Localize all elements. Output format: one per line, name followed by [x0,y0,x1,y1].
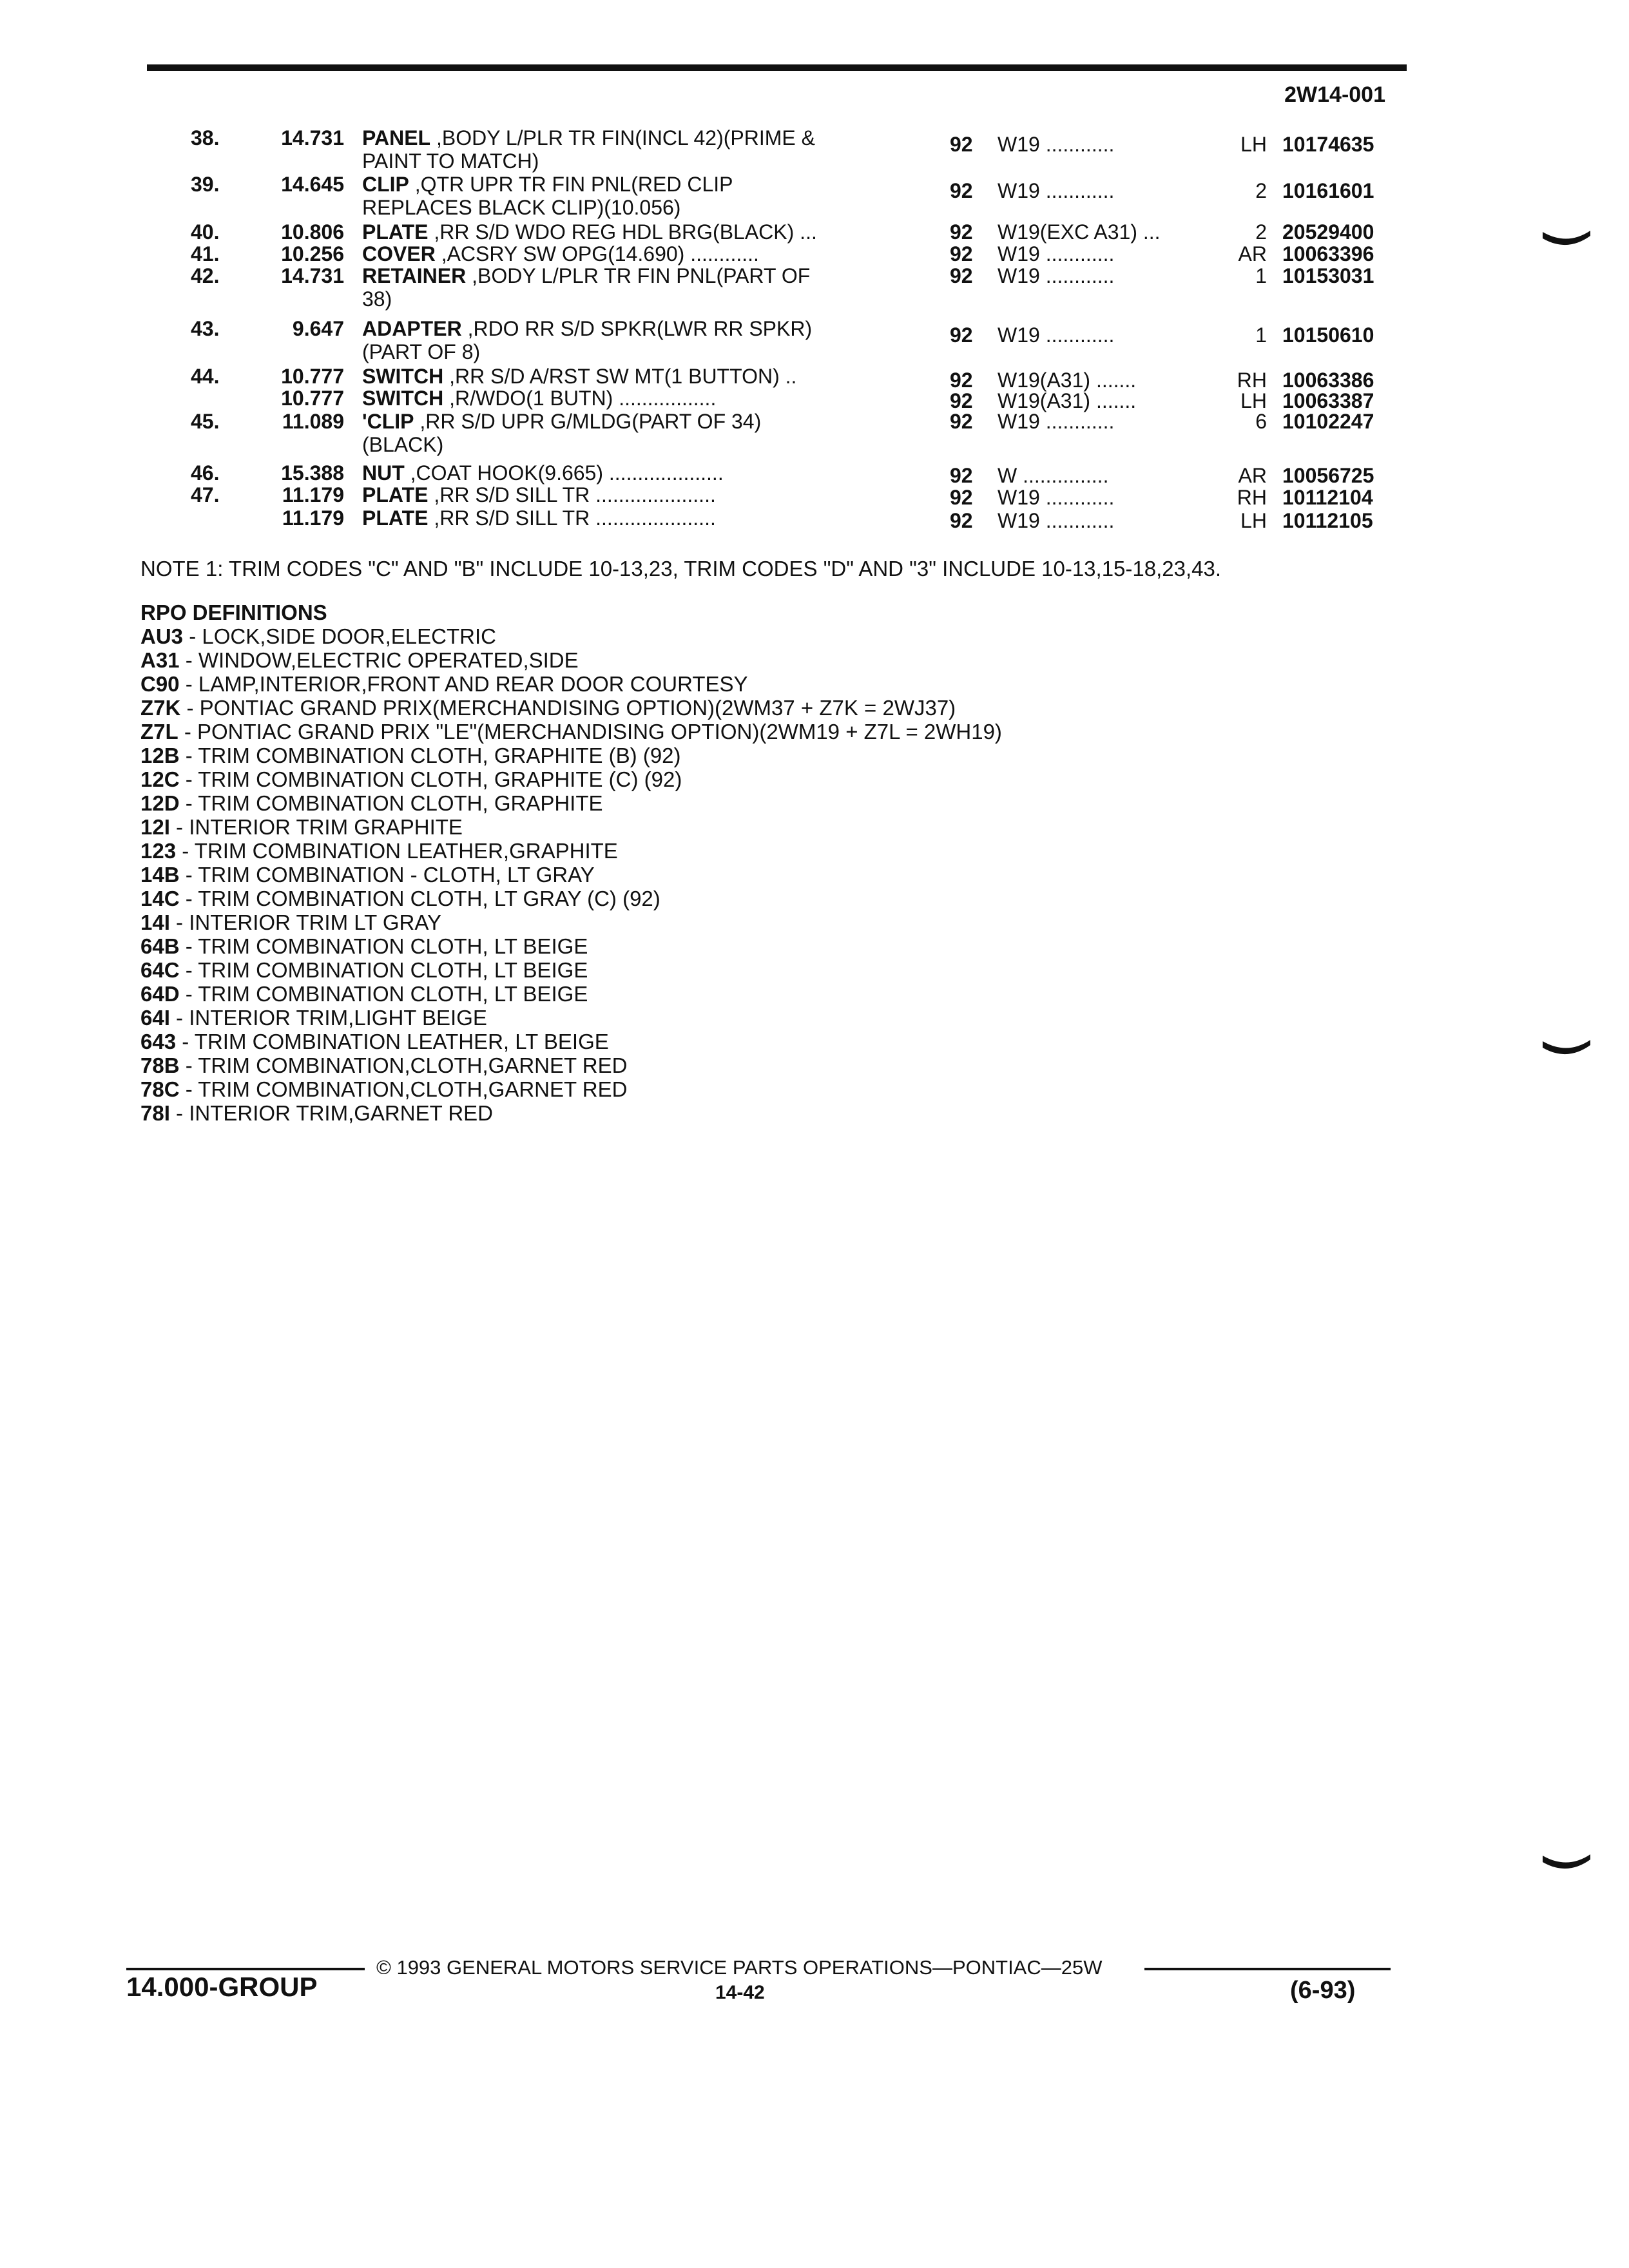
part-description-continued: 38) [362,287,392,311]
part-description [362,264,916,287]
part-description [362,126,916,149]
rpo-definitions [140,601,1002,1125]
model-code: W19 ............ [998,242,1115,265]
quantity: RH [1237,486,1267,509]
rpo-item [140,672,1002,696]
model-code: W19 ............ [998,486,1115,509]
rpo-code: 14C [140,887,180,910]
rpo-code: 12C [140,767,180,791]
part-description [362,506,916,530]
part-detail: ,RR S/D SILL TR ..................... [428,506,716,530]
rpo-item [140,934,1002,958]
group-number: 11.179 [282,483,344,506]
part-description [362,387,916,410]
part-detail: ,BODY L/PLR TR FIN(INCL 42)(PRIME & [430,126,815,149]
binder-notch-mark [1541,229,1592,253]
part-name: 'CLIP [362,410,414,433]
part-description [362,317,916,340]
part-name: RETAINER [362,264,467,287]
part-name: ADAPTER [362,317,462,340]
quantity: LH [1240,133,1267,156]
footer-group: 14.000-GROUP [126,1972,318,2002]
quantity: LH [1240,509,1267,532]
part-detail: ,RR S/D UPR G/MLDG(PART OF 34) [414,410,762,433]
rpo-text: - PONTIAC GRAND PRIX(MERCHANDISING OPTION)(2WM37 + Z7K = 2WJ37) [180,696,956,720]
group-number: 10.806 [281,220,344,244]
part-name: NUT [362,461,405,485]
part-detail: ,COAT HOOK(9.665) .................... [404,461,724,485]
group-number: 10.777 [281,387,344,410]
item-number: 41. [191,242,220,265]
rpo-text: - TRIM COMBINATION CLOTH, GRAPHITE (B) (92) [179,744,681,767]
part-number: 20529400 [1282,220,1374,244]
quantity: 6 [1255,410,1267,433]
rpo-code: AU3 [140,624,184,648]
page-id: 2W14-001 [1284,82,1385,107]
model-year: 92 [950,220,973,244]
part-number: 10102247 [1282,410,1374,433]
rpo-code: Z7K [140,696,181,720]
part-name: CLIP [362,173,409,196]
rpo-code: C90 [140,672,180,696]
rpo-text: - TRIM COMBINATION CLOTH, GRAPHITE [179,791,603,815]
model-code: W19(EXC A31) ... [998,220,1161,244]
model-year: 92 [950,509,973,532]
item-number: 46. [191,461,220,485]
group-number: 10.777 [281,365,344,388]
part-detail: ,RR S/D SILL TR ..................... [428,483,716,506]
item-number: 38. [191,126,220,149]
part-description [362,483,916,506]
rpo-item [140,1101,1002,1125]
part-number: 10056725 [1282,464,1374,487]
rpo-text: - TRIM COMBINATION,CLOTH,GARNET RED [179,1077,628,1101]
part-number: 10153031 [1282,264,1374,287]
part-number: 10063396 [1282,242,1374,265]
part-detail: ,BODY L/PLR TR FIN PNL(PART OF [466,264,811,287]
item-number: 47. [191,483,220,506]
part-description [362,365,916,388]
rpo-code: 14B [140,863,180,887]
part-detail: ,ACSRY SW OPG(14.690) ............ [435,242,759,265]
rpo-item [140,887,1002,910]
part-name: PLATE [362,220,429,244]
rpo-item [140,1053,1002,1077]
item-number: 45. [191,410,220,433]
part-number: 10150610 [1282,323,1374,347]
part-description-continued: PAINT TO MATCH) [362,149,539,173]
group-number: 11.179 [282,506,344,530]
group-number: 14.731 [281,126,344,149]
model-year: 92 [950,464,973,487]
rpo-item [140,1077,1002,1101]
item-number: 43. [191,317,220,340]
rpo-text: - TRIM COMBINATION LEATHER,GRAPHITE [176,839,618,863]
model-year: 92 [950,242,973,265]
part-description-continued: (PART OF 8) [362,340,481,363]
part-description [362,242,916,265]
rpo-text: - TRIM COMBINATION,CLOTH,GARNET RED [179,1053,628,1077]
rpo-code: 12D [140,791,180,815]
group-number: 10.256 [281,242,344,265]
rpo-code: A31 [140,648,180,672]
part-description-continued: (BLACK) [362,433,444,456]
item-number: 39. [191,173,220,196]
rpo-code: 78B [140,1053,180,1077]
rpo-text: - TRIM COMBINATION LEATHER, LT BEIGE [176,1030,609,1053]
page-number: 14-42 [715,1982,765,2003]
rpo-text: - TRIM COMBINATION CLOTH, LT BEIGE [179,934,588,958]
rpo-item [140,624,1002,648]
quantity: AR [1238,242,1267,265]
rpo-text: - TRIM COMBINATION - CLOTH, LT GRAY [179,863,595,887]
rpo-text: - INTERIOR TRIM,GARNET RED [169,1101,494,1125]
rpo-code: 14I [140,910,170,934]
part-number: 10063387 [1282,389,1374,412]
footer-rule-right [1144,1968,1391,1970]
rpo-code: 123 [140,839,177,863]
part-name: SWITCH [362,365,444,388]
part-description [362,173,916,196]
footer-copyright: © 1993 GENERAL MOTORS SERVICE PARTS OPERATIONS—PONTIAC—25W [376,1956,1103,1979]
quantity: 1 [1255,264,1267,287]
part-detail: ,QTR UPR TR FIN PNL(RED CLIP [409,173,733,196]
model-code: W ............... [998,464,1109,487]
rpo-text: - LOCK,SIDE DOOR,ELECTRIC [183,624,496,648]
rpo-code: 12B [140,744,180,767]
rpo-item [140,696,1002,720]
rpo-code: 78C [140,1077,180,1101]
model-code: W19 ............ [998,133,1115,156]
item-number: 42. [191,264,220,287]
rpo-code: Z7L [140,720,178,744]
quantity: 1 [1255,323,1267,347]
part-detail: ,R/WDO(1 BUTN) ................. [443,387,717,410]
quantity: LH [1240,389,1267,412]
rpo-text: - LAMP,INTERIOR,FRONT AND REAR DOOR COURTESY [179,672,748,696]
rpo-item [140,1006,1002,1030]
part-number: 10174635 [1282,133,1374,156]
rpo-code: 64B [140,934,180,958]
rpo-code: 643 [140,1030,177,1053]
rpo-item [140,744,1002,767]
part-name: COVER [362,242,436,265]
part-name: SWITCH [362,387,444,410]
group-number: 9.647 [292,317,344,340]
item-number: 44. [191,365,220,388]
part-number: 10112105 [1282,509,1373,532]
rpo-text: - INTERIOR TRIM,LIGHT BEIGE [169,1006,487,1030]
item-number: 40. [191,220,220,244]
rpo-text: - INTERIOR TRIM GRAPHITE [169,815,463,839]
model-year: 92 [950,323,973,347]
model-code: W19 ............ [998,264,1115,287]
model-year: 92 [950,264,973,287]
model-code: W19 ............ [998,410,1115,433]
model-code: W19(A31) ....... [998,389,1137,412]
rpo-code: 12I [140,815,170,839]
part-description [362,461,916,485]
rpo-code: 64C [140,958,180,982]
group-number: 14.645 [281,173,344,196]
group-number: 15.388 [281,461,344,485]
group-number: 14.731 [281,264,344,287]
rpo-item [140,958,1002,982]
rpo-text: - INTERIOR TRIM LT GRAY [169,910,441,934]
quantity: 2 [1255,220,1267,244]
rpo-text: - PONTIAC GRAND PRIX "LE"(MERCHANDISING OPTION)(2WM19 + Z7L = 2WH19) [178,720,1002,744]
model-year: 92 [950,133,973,156]
model-code: W19 ............ [998,509,1115,532]
binder-notch-mark [1541,1039,1592,1062]
part-description-continued: REPLACES BLACK CLIP)(10.056) [362,196,681,219]
rpo-title: RPO DEFINITIONS [140,601,327,624]
rpo-item [140,648,1002,672]
rpo-text: - TRIM COMBINATION CLOTH, GRAPHITE (C) (92) [179,767,682,791]
quantity: RH [1237,369,1267,392]
rpo-item [140,1030,1002,1053]
rpo-item [140,815,1002,839]
rpo-item [140,791,1002,815]
rpo-item [140,839,1002,863]
part-description [362,220,916,244]
part-name: PLATE [362,483,429,506]
trim-codes-note: NOTE 1: TRIM CODES "C" AND "B" INCLUDE 10-13,23, TRIM CODES "D" AND "3" INCLUDE 10-13,15-18,23,43. [140,557,1222,581]
part-number: 10063386 [1282,369,1374,392]
group-number: 11.089 [282,410,344,433]
part-number: 10161601 [1282,179,1374,202]
rpo-code: 78I [140,1101,170,1125]
model-year: 92 [950,410,973,433]
part-detail: ,RR S/D A/RST SW MT(1 BUTTON) .. [443,365,797,388]
footer-rule-left [126,1968,365,1970]
footer-date-code: (6-93) [1290,1977,1356,2004]
model-year: 92 [950,179,973,202]
rpo-code: 64D [140,982,180,1006]
part-detail: ,RDO RR S/D SPKR(LWR RR SPKR) [461,317,813,340]
model-code: W19 ............ [998,179,1115,202]
quantity: AR [1238,464,1267,487]
rpo-text: - TRIM COMBINATION CLOTH, LT GRAY (C) (92) [179,887,660,910]
rpo-item [140,863,1002,887]
part-description [362,410,916,433]
part-detail: ,RR S/D WDO REG HDL BRG(BLACK) ... [428,220,817,244]
model-year: 92 [950,486,973,509]
model-year: 92 [950,389,973,412]
part-number: 10112104 [1282,486,1373,509]
model-code: W19(A31) ....... [998,369,1137,392]
part-name: PANEL [362,126,431,149]
rpo-item [140,767,1002,791]
rpo-text: - TRIM COMBINATION CLOTH, LT BEIGE [179,982,588,1006]
rpo-text: - TRIM COMBINATION CLOTH, LT BEIGE [179,958,588,982]
binder-notch-mark [1541,1853,1592,1876]
model-year: 92 [950,369,973,392]
rpo-text: - WINDOW,ELECTRIC OPERATED,SIDE [179,648,579,672]
rpo-code: 64I [140,1006,170,1030]
top-rule [147,64,1407,71]
model-code: W19 ............ [998,323,1115,347]
quantity: 2 [1255,179,1267,202]
rpo-item [140,910,1002,934]
rpo-item [140,720,1002,744]
rpo-item [140,982,1002,1006]
part-name: PLATE [362,506,429,530]
